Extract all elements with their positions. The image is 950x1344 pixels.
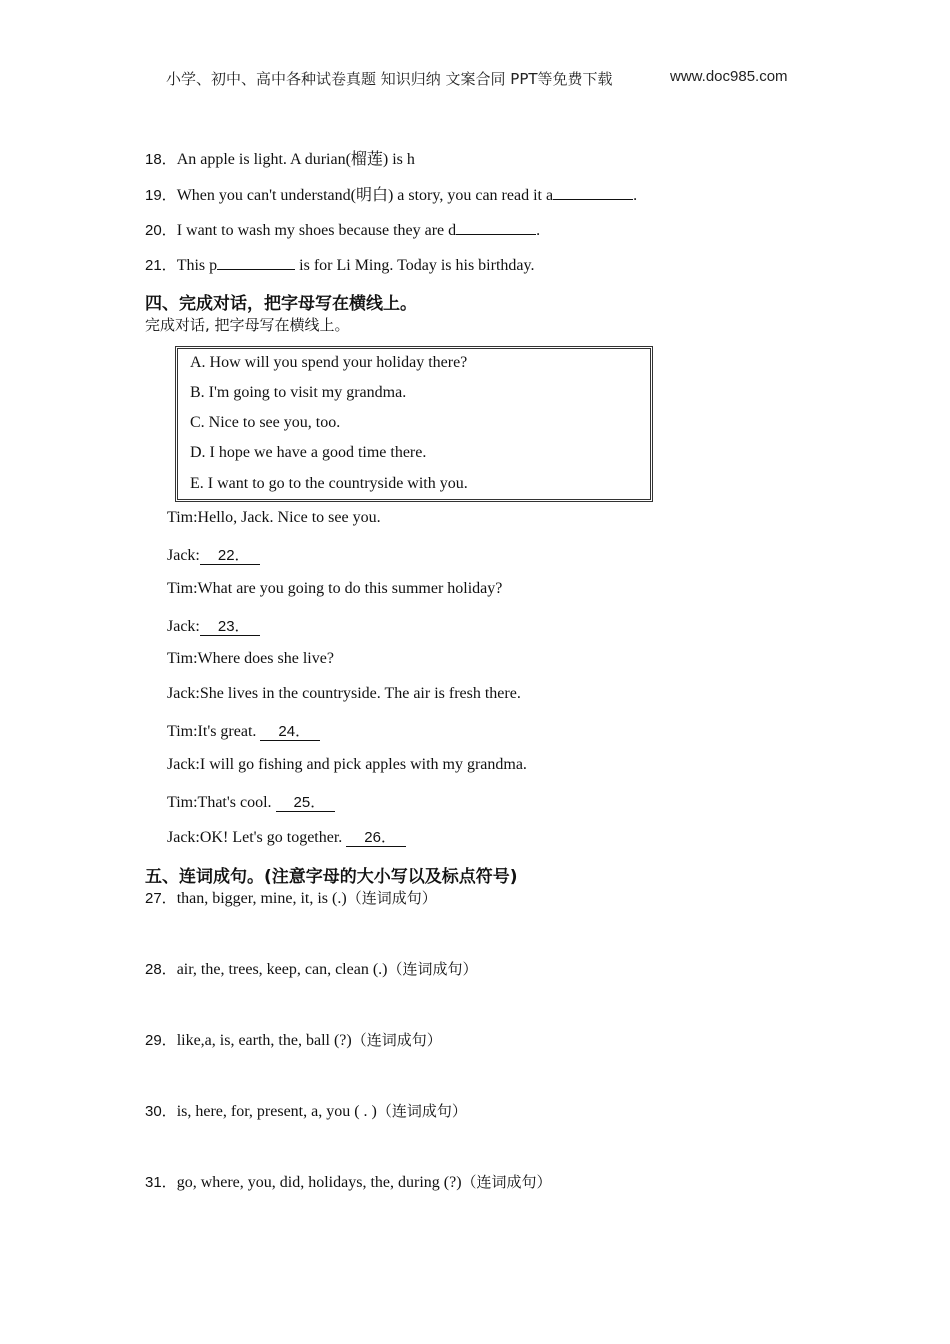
- dialogue-line: Jack:She lives in the countryside. The air is fresh there.: [167, 685, 521, 702]
- question-30: 30．is, here, for, present, a, you ( . )（连词成句）: [145, 1102, 467, 1120]
- answer-blank-25[interactable]: 25．: [276, 794, 336, 812]
- question-19: 19．When you can't understand(明白) a story, you can read it a .: [145, 182, 637, 205]
- option-d: D. I hope we have a good time there.: [190, 444, 427, 461]
- answer-blank-26[interactable]: 26．: [346, 829, 406, 847]
- dialogue-line: Tim:Hello, Jack. Nice to see you.: [167, 509, 381, 526]
- question-27: 27．than, bigger, mine, it, is (.)（连词成句）: [145, 889, 437, 907]
- section-4-instruction: 完成对话, 把字母写在横线上。: [145, 316, 350, 334]
- question-18: 18．An apple is light. A durian(榴莲) is h: [145, 151, 415, 168]
- question-20: 20．I want to wash my shoes because they are d .: [145, 218, 540, 240]
- answer-blank-24[interactable]: 24．: [260, 723, 320, 741]
- answer-blank-23[interactable]: 23．: [200, 618, 260, 636]
- answer-blank-22[interactable]: 22．: [200, 547, 260, 565]
- option-e: E. I want to go to the countryside with you.: [190, 475, 468, 492]
- dialogue-line: Tim:That's cool. 25．: [167, 791, 335, 812]
- option-b: B. I'm going to visit my grandma.: [190, 384, 407, 401]
- dialogue-line: Tim:It's great. 24．: [167, 720, 320, 741]
- option-a: A. How will you spend your holiday there?: [190, 354, 468, 371]
- answer-blank[interactable]: [553, 183, 633, 200]
- question-28: 28．air, the, trees, keep, can, clean (.)（连词成句）: [145, 960, 478, 978]
- dialogue-line: Jack:OK! Let's go together. 26．: [167, 826, 406, 847]
- section-5-heading: 五、连词成句。(注意字母的大小写以及标点符号): [145, 867, 518, 887]
- question-31: 31．go, where, you, did, holidays, the, during (?)（连词成句）: [145, 1173, 552, 1191]
- dialogue-line: Tim:Where does she live?: [167, 650, 334, 667]
- dialogue-line: Jack:I will go fishing and pick apples with my grandma.: [167, 756, 527, 773]
- dialogue-line: Jack: 22．: [167, 544, 260, 565]
- section-4-heading: 四、完成对话，把字母写在横线上。: [145, 294, 417, 314]
- question-29: 29．like,a, is, earth, the, ball (?)（连词成句）: [145, 1031, 442, 1049]
- answer-blank[interactable]: [217, 253, 295, 270]
- answer-blank[interactable]: [456, 218, 536, 235]
- header-left-text: 小学、初中、高中各种试卷真题 知识归纳 文案合同 PPT等免费下载: [166, 70, 613, 88]
- option-c: C. Nice to see you, too.: [190, 414, 341, 431]
- options-box: [175, 346, 653, 502]
- header-url: www.doc985.com: [670, 68, 788, 85]
- dialogue-line: Tim:What are you going to do this summer holiday?: [167, 580, 503, 597]
- dialogue-line: Jack: 23．: [167, 615, 260, 636]
- question-21: 21．This p is for Li Ming. Today is his birthday.: [145, 253, 534, 275]
